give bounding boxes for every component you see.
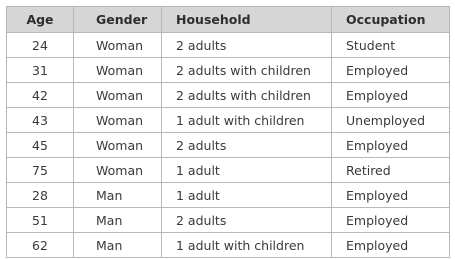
table-body <box>7 33 450 258</box>
table-row <box>7 83 450 108</box>
table-row <box>7 58 450 83</box>
cell-gender: Woman <box>74 33 162 58</box>
cell-household: 1 adult with children <box>162 108 332 133</box>
cell-occupation: Employed <box>332 83 450 108</box>
table-row <box>7 208 450 233</box>
cell-age: 51 <box>7 208 74 233</box>
table-row <box>7 108 450 133</box>
cell-gender: Woman <box>74 108 162 133</box>
cell-household: 2 adults <box>162 208 332 233</box>
cell-household: 1 adult with children <box>162 233 332 258</box>
cell-occupation: Student <box>332 33 450 58</box>
cell-gender: Woman <box>74 83 162 108</box>
cell-household: 2 adults with children <box>162 83 332 108</box>
cell-age: 75 <box>7 158 74 183</box>
cell-household: 2 adults <box>162 33 332 58</box>
cell-age: 45 <box>7 133 74 158</box>
table-row <box>7 233 450 258</box>
data-table-container <box>6 6 449 258</box>
cell-occupation: Employed <box>332 183 450 208</box>
cell-gender: Woman <box>74 58 162 83</box>
cell-age: 28 <box>7 183 74 208</box>
cell-gender: Woman <box>74 133 162 158</box>
table-row <box>7 133 450 158</box>
cell-age: 24 <box>7 33 74 58</box>
cell-occupation: Retired <box>332 158 450 183</box>
cell-age: 42 <box>7 83 74 108</box>
cell-household: 2 adults with children <box>162 58 332 83</box>
cell-occupation: Employed <box>332 58 450 83</box>
cell-age: 62 <box>7 233 74 258</box>
cell-occupation: Unemployed <box>332 108 450 133</box>
header-household: Household <box>162 7 332 33</box>
cell-gender: Woman <box>74 158 162 183</box>
cell-age: 31 <box>7 58 74 83</box>
cell-occupation: Employed <box>332 208 450 233</box>
cell-household: 1 adult <box>162 183 332 208</box>
cell-occupation: Employed <box>332 233 450 258</box>
table-header <box>7 7 450 33</box>
header-gender: Gender <box>74 7 162 33</box>
cell-gender: Man <box>74 208 162 233</box>
header-age: Age <box>7 7 74 33</box>
header-row <box>7 7 450 33</box>
header-occupation: Occupation <box>332 7 450 33</box>
table-row <box>7 183 450 208</box>
cell-household: 2 adults <box>162 133 332 158</box>
table-row <box>7 158 450 183</box>
cell-age: 43 <box>7 108 74 133</box>
cell-gender: Man <box>74 233 162 258</box>
table-row <box>7 33 450 58</box>
cell-household: 1 adult <box>162 158 332 183</box>
cell-gender: Man <box>74 183 162 208</box>
cell-occupation: Employed <box>332 133 450 158</box>
demographics-table <box>6 6 450 258</box>
